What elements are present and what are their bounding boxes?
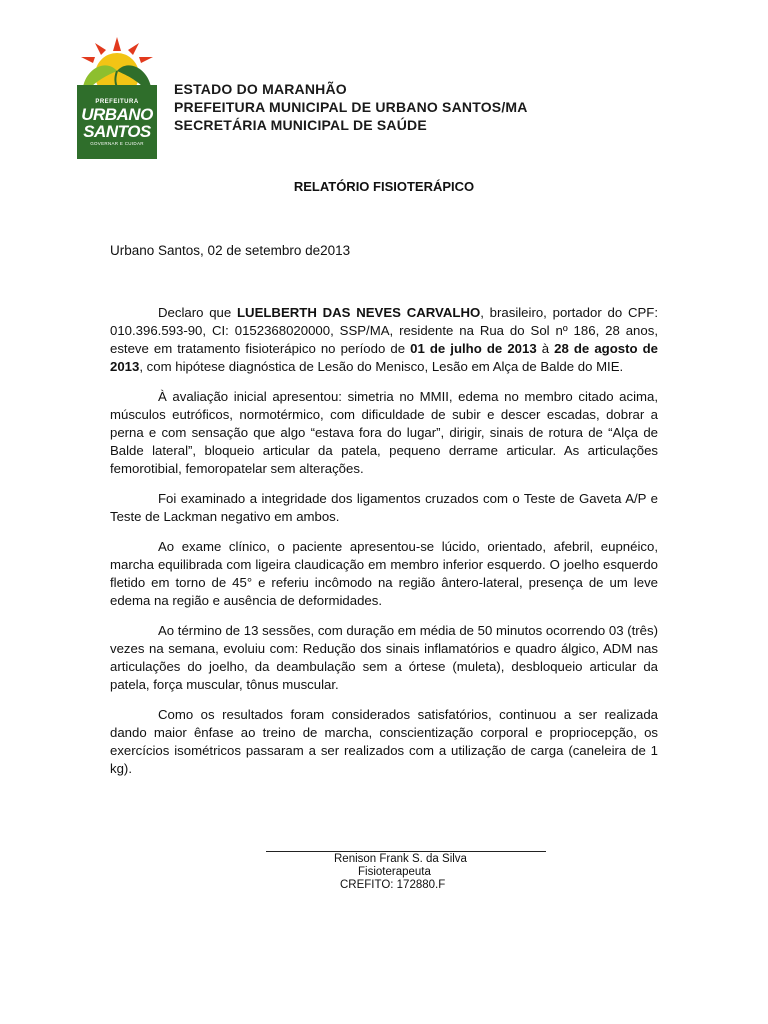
header-prefecture: PREFEITURA MUNICIPAL DE URBANO SANTOS/MA [174,99,528,115]
p1-text-d: , com hipótese diagnóstica de Lesão do Menisco, Lesão em Alça de Balde do MIE. [139,359,624,374]
signature-line [266,851,546,852]
letterhead [174,80,528,134]
sun-leaves-logo-icon [77,37,157,87]
patient-name: LUELBERTH DAS NEVES CARVALHO [237,305,481,320]
logo-text-box [77,85,157,159]
logo-santos-text: SANTOS [83,121,151,141]
header-secretariat: SECRETÁRIA MUNICIPAL DE SAÚDE [174,117,427,133]
logo-tagline: GOVERNAR E CUIDAR [90,140,144,146]
p1-text-a: Declaro que [158,305,237,320]
treatment-start-date: 01 de julho de 2013 [410,341,537,356]
prefeitura-logo [77,37,157,159]
p1-text-b: , brasileiro, portador do CPF: 010.396.593-90, CI: 0152368020000, SSP/MA, residente na Rua do Sol nº 186, 28 anos, esteve em tratamento fisioterápico no período de [110,305,658,356]
paragraph-continuation: Como os resultados foram considerados satisfatórios, continuou a ser realizada dando maior ênfase ao treino de marcha, conscientização corporal e propriocepção, os exercícios isométricos passaram a ser realizados com a utilização de carga (caneleira de 1 kg). [110,707,658,776]
treatment-end-date: 28 de agosto de 2013 [110,341,658,374]
document-title-row [0,179,768,194]
dateline: Urbano Santos, 02 de setembro de2013 [110,243,351,258]
paragraph-initial-assessment: À avaliação inicial apresentou: simetria no MMII, edema no membro citado acima, músculos eutróficos, normotérmico, com dificuldade de subir e descer escadas, dobrar a perna e com sensação que algo “estava fora do lugar”, dirigir, sinais de rotura de “Alça de Balde lateral”, bloqueio articular da patela, pequeno derrame articular. As articulações femorotibial, femoropatelar sem alterações. [110,389,658,476]
paragraph-clinical-exam: Ao exame clínico, o paciente apresentou-se lúcido, orientado, afebril, eupnéico, marcha equilibrada com ligeira claudicação em membro inferior esquerdo. O joelho esquerdo fletido em torno de 45° e referiu incômodo na região ântero-lateral, presença de um leve edema na região e ausência de deformidades. [110,539,658,608]
document-title: RELATÓRIO FISIOTERÁPICO [293,179,475,194]
paragraph-ligament-tests: Foi examinado a integridade dos ligamentos cruzados com o Teste de Gaveta A/P e Teste de Lackman negativo em ambos. [110,491,658,524]
signer-registry: CREFITO: 172880.F [340,879,446,891]
paragraph-declaration [110,304,658,376]
signer-name: Renison Frank S. da Silva [334,853,467,865]
paragraph-sessions-evolution: Ao término de 13 sessões, com duração em média de 50 minutos ocorrendo 03 (três) vezes na semana, evoluiu com: Redução dos sinais inflamatórios e quadro álgico, ADM nas articulações do joelho, da deambulação sem a órtese (muleta), desbloqueio articular da patela, força muscular, tônus muscular. [110,623,658,692]
logo-prefeitura-text: PREFEITURA [95,98,139,105]
header-state: ESTADO DO MARANHÃO [174,81,347,97]
signer-role: Fisioterapeuta [358,866,431,878]
p1-text-c: à [536,341,555,356]
logo-urbano-text: URBANO [81,104,153,124]
report-body [110,304,658,790]
signature-block [266,851,546,892]
